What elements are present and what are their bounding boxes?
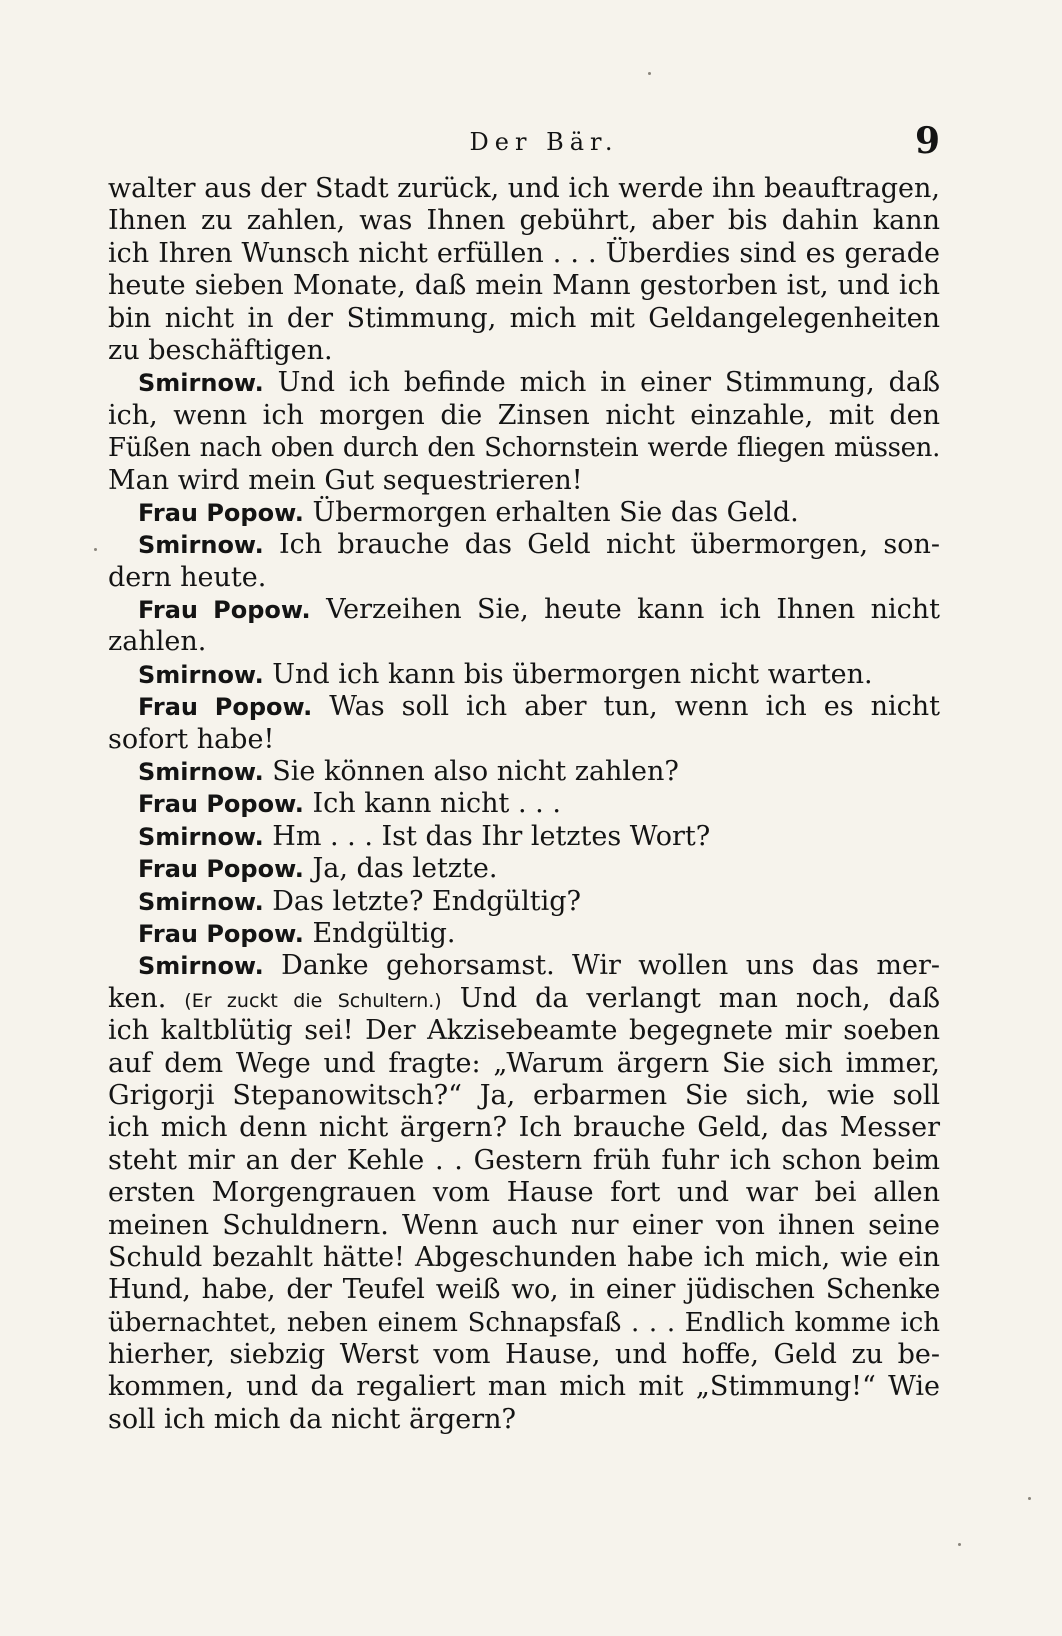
- text-line: [108, 303, 940, 335]
- text-line: [108, 950, 940, 982]
- speaker-name: Frau Popow.: [138, 855, 304, 884]
- text-line: [108, 1145, 940, 1177]
- line-text: soll ich mich da nicht ärgern?: [108, 1403, 516, 1435]
- print-speck: [648, 72, 651, 75]
- line-text: ich, wenn ich morgen die Zinsen nicht einzahle, mit den: [108, 399, 940, 431]
- speaker-name: Smirnow.: [138, 758, 264, 787]
- line-text: ken.: [108, 982, 167, 1014]
- speaker-name: Smirnow.: [138, 660, 264, 689]
- body-text: [108, 173, 940, 1436]
- page-number: 9: [914, 120, 940, 162]
- line-text: Danke gehorsamst. Wir wollen uns das mer-: [281, 950, 940, 982]
- line-text: ersten Morgengrauen vom Hause fort und war bei allen: [108, 1177, 940, 1209]
- line-text: auf dem Wege und fragte: „Warum ärgern Sie sich immer,: [108, 1047, 940, 1079]
- line-text: dern heute.: [108, 561, 267, 593]
- line-text: heute sieben Monate, daß mein Mann gestorben ist, und ich: [108, 270, 940, 302]
- text-line: [108, 1274, 940, 1306]
- line-text: kommen, und da regaliert man mich mit „Stimmung!“ Wie: [108, 1371, 940, 1403]
- speaker-name: Smirnow.: [138, 887, 264, 916]
- text-line: [108, 788, 940, 820]
- line-text: Endgültig.: [312, 917, 456, 949]
- text-line: [108, 1404, 940, 1436]
- line-text: bin nicht in der Stimmung, mich mit Geldangelegenheiten: [108, 302, 940, 334]
- line-text: ich mich denn nicht ärgern? Ich brauche Geld, das Messer: [108, 1112, 940, 1144]
- speaker-name: Frau Popow.: [138, 790, 304, 819]
- speaker-name: Smirnow.: [138, 952, 264, 981]
- text-line: [108, 1015, 940, 1047]
- line-text: Ich brauche das Geld nicht übermorgen, son-: [278, 529, 940, 561]
- text-line: [108, 465, 940, 497]
- line-text: Schuld bezahlt hätte! Abgeschunden habe ich mich, wie ein: [108, 1241, 940, 1273]
- line-text: Und ich kann bis übermorgen nicht warten.: [272, 658, 873, 690]
- text-line: [108, 918, 940, 950]
- text-line: [108, 626, 940, 658]
- line-text: Und da verlangt man noch, daß: [459, 982, 940, 1014]
- text-line: [108, 886, 940, 918]
- line-text: Hund, habe, der Teufel weiß wo, in einer jüdischen Schenke: [108, 1274, 940, 1306]
- line-text: übernachtet, neben einem Schnapsfaß . . . Endlich komme ich: [108, 1307, 940, 1338]
- line-text: meinen Schuldnern. Wenn auch nur einer von ihnen seine: [108, 1209, 940, 1241]
- line-text: Das letzte? Endgültig?: [272, 885, 581, 917]
- line-text: Hm . . . Ist das Ihr letztes Wort?: [272, 820, 711, 852]
- line-text: ich kaltblütig sei! Der Akzisebeamte begegnete mir soeben: [108, 1015, 940, 1047]
- print-speck: [1028, 1497, 1031, 1500]
- text-line: [108, 1339, 940, 1371]
- text-line: [108, 497, 940, 529]
- stage-direction: (Er zuckt die Schultern.): [184, 989, 442, 1012]
- text-line: [108, 983, 940, 1015]
- speaker-name: Smirnow.: [138, 369, 264, 398]
- line-text: hierher, siebzig Werst vom Hause, und hoffe, Geld zu be-: [108, 1339, 940, 1371]
- text-line: [108, 1242, 940, 1274]
- text-line: [108, 1048, 940, 1080]
- line-text: Und ich befinde mich in einer Stimmung, daß: [277, 367, 940, 399]
- line-text: sofort habe!: [108, 723, 275, 755]
- text-line: [108, 400, 940, 432]
- print-speck: [958, 1543, 961, 1546]
- text-line: [108, 594, 940, 626]
- speaker-name: Frau Popow.: [138, 919, 304, 948]
- line-text: Übermorgen erhalten Sie das Geld.: [312, 496, 799, 528]
- text-line: [108, 1177, 940, 1209]
- speaker-name: Frau Popow.: [138, 693, 313, 722]
- running-head: [108, 120, 940, 160]
- text-line: [108, 853, 940, 885]
- line-text: Grigorji Stepanowitsch?“ Ja, erbarmen Sie sich, wie soll: [108, 1079, 940, 1111]
- text-line: [108, 1080, 940, 1112]
- text-line: [108, 173, 940, 205]
- text-line: [108, 238, 940, 270]
- line-text: steht mir an der Kehle . . Gestern früh fuhr ich schon beim: [108, 1144, 940, 1176]
- line-text: Ich kann nicht . . .: [312, 788, 561, 820]
- line-text: Füßen nach oben durch den Schornstein werde fliegen müssen.: [108, 433, 940, 464]
- text-line: [108, 367, 940, 399]
- line-text: Was soll ich aber tun, wenn ich es nicht: [329, 691, 940, 723]
- text-line: [108, 756, 940, 788]
- line-text: Sie können also nicht zahlen?: [272, 756, 679, 788]
- text-line: [108, 1210, 940, 1242]
- text-line: [108, 821, 940, 853]
- text-line: [108, 529, 940, 561]
- text-line: [108, 659, 940, 691]
- speaker-name: Smirnow.: [138, 822, 264, 851]
- speaker-name: Frau Popow.: [138, 596, 311, 625]
- line-text: Verzeihen Sie, heute kann ich Ihnen nicht: [326, 594, 940, 626]
- speaker-name: Frau Popow.: [138, 498, 304, 527]
- line-text: walter aus der Stadt zurück, und ich werde ihn beauftragen,: [108, 173, 940, 204]
- text-line: [108, 691, 940, 723]
- text-line: [108, 205, 940, 237]
- text-line: [108, 562, 940, 594]
- line-text: Ihnen zu zahlen, was Ihnen gebührt, aber bis dahin kann: [108, 205, 940, 237]
- line-text: ich Ihren Wunsch nicht erfüllen . . . Überdies sind es gerade: [108, 237, 940, 269]
- running-title: Der Bär.: [469, 128, 619, 156]
- text-line: [108, 1112, 940, 1144]
- line-text: zu beschäftigen.: [108, 334, 333, 366]
- text-line: [108, 335, 940, 367]
- print-speck: [94, 548, 97, 551]
- line-text: Ja, das letzte.: [312, 853, 498, 885]
- text-line: [108, 270, 940, 302]
- line-text: zahlen.: [108, 626, 207, 658]
- line-text: Man wird mein Gut sequestrieren!: [108, 464, 583, 496]
- text-line: [108, 432, 940, 464]
- text-line: [108, 1371, 940, 1403]
- text-line: [108, 1307, 940, 1339]
- text-line: [108, 724, 940, 756]
- speaker-name: Smirnow.: [138, 531, 264, 560]
